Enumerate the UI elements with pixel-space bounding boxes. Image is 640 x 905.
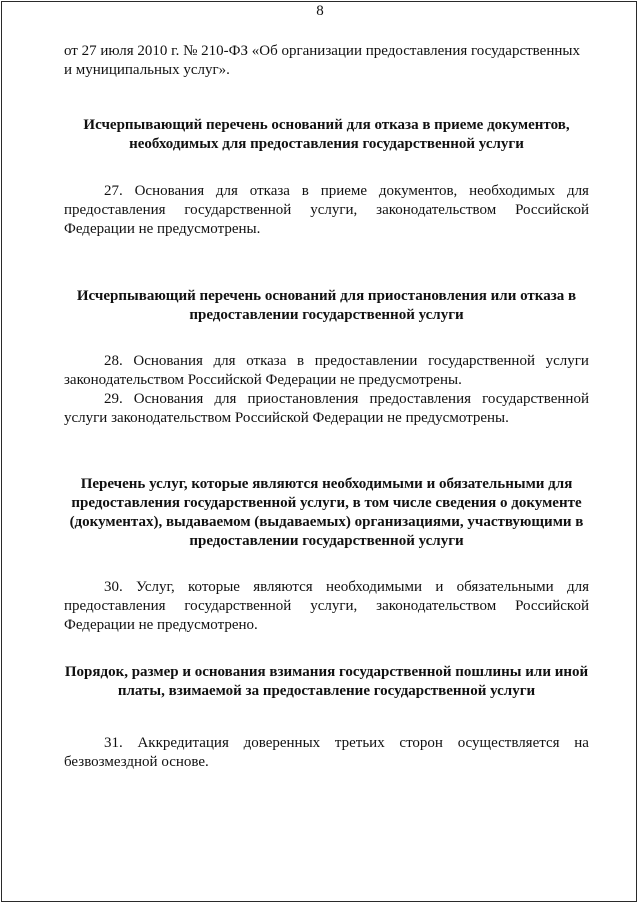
paragraph-30 xyxy=(64,578,589,635)
word: государственной xyxy=(482,391,589,407)
paragraph-27 xyxy=(64,182,589,239)
word: приеме xyxy=(320,183,368,199)
heading-line: Исчерпывающий перечень оснований для отказа в приеме документов, xyxy=(83,117,570,133)
word: 27. xyxy=(104,183,123,199)
word: Аккредитация xyxy=(137,735,229,751)
word: услуги, xyxy=(310,598,358,614)
section-heading xyxy=(64,663,589,701)
word: предоставления xyxy=(369,391,472,407)
justified-line xyxy=(64,182,589,201)
word: Российской xyxy=(515,598,589,614)
paragraph-29 xyxy=(64,390,589,428)
justified-line xyxy=(64,352,589,371)
word: третьих xyxy=(334,735,385,751)
word: для xyxy=(214,391,237,407)
section-heading xyxy=(64,475,589,551)
heading-line: предоставления государственной услуги, в том числе сведения о документе xyxy=(71,495,582,511)
word: для xyxy=(215,183,238,199)
word: отказа xyxy=(246,353,287,369)
word: в xyxy=(301,183,309,199)
word: необходимых xyxy=(469,183,556,199)
word: государственной xyxy=(428,353,535,369)
word: Основания xyxy=(133,391,204,407)
justified-line xyxy=(64,390,589,409)
intro-paragraph xyxy=(64,42,589,80)
word: Российской xyxy=(515,202,589,218)
word: для xyxy=(566,183,589,199)
word: которые xyxy=(188,579,240,595)
word: 30. xyxy=(104,579,123,595)
word: отказа xyxy=(249,183,290,199)
justified-line xyxy=(64,201,589,220)
heading-line: (документах), выдаваемом (выдаваемых) организациями, участвующими в xyxy=(69,514,584,530)
paragraph-31 xyxy=(64,734,589,772)
word: и xyxy=(435,579,444,595)
word: предоставлении xyxy=(314,353,418,369)
word: Основания xyxy=(134,183,205,199)
word: необходимыми xyxy=(326,579,423,595)
section-heading xyxy=(64,116,589,154)
word: являются xyxy=(253,579,313,595)
word: Услуг, xyxy=(136,579,175,595)
section-heading xyxy=(64,287,589,325)
word: сторон xyxy=(399,735,443,751)
heading-line: необходимых для предоставления государственной услуги xyxy=(129,136,524,152)
paragraph-28 xyxy=(64,352,589,390)
heading-line: предоставлении государственной услуги xyxy=(189,533,464,549)
paragraph-line: Федерации не предусмотрено. xyxy=(64,617,258,633)
word: приостановления xyxy=(247,391,359,407)
word: доверенных xyxy=(243,735,321,751)
heading-line: Исчерпывающий перечень оснований для приостановления или отказа в xyxy=(76,288,577,304)
word: в xyxy=(297,353,305,369)
justified-line xyxy=(64,734,589,753)
intro-line: от 27 июля 2010 г. № 210-ФЗ «Об организации предоставления государственных xyxy=(64,43,580,59)
intro-line: и муниципальных услуг». xyxy=(64,62,230,78)
paragraph-line: услуги законодательством Российской Федерации не предусмотрены. xyxy=(64,410,509,426)
word: 31. xyxy=(104,735,123,751)
word: законодательством xyxy=(376,598,497,614)
word: государственной xyxy=(184,598,292,614)
word: 28. xyxy=(104,353,123,369)
word: законодательством xyxy=(376,202,497,218)
word: государственной xyxy=(184,202,292,218)
paragraph-line: безвозмездной основе. xyxy=(64,754,209,770)
justified-line xyxy=(64,597,589,616)
word: осуществляется xyxy=(457,735,560,751)
page-number: 8 xyxy=(316,3,324,19)
word: для xyxy=(566,579,589,595)
word: Основания xyxy=(133,353,203,369)
justified-line xyxy=(64,578,589,597)
word: предоставления xyxy=(64,202,166,218)
heading-line: Порядок, размер и основания взимания государственной пошлины или иной xyxy=(64,664,589,680)
word: на xyxy=(574,735,589,751)
word: для xyxy=(213,353,236,369)
heading-line: платы, взимаемой за предоставление государственной услуги xyxy=(117,683,536,699)
word: документов, xyxy=(378,183,458,199)
word: обязательными xyxy=(456,579,554,595)
word: 29. xyxy=(104,391,123,407)
heading-line: предоставлении государственной услуги xyxy=(189,307,464,323)
word: услуги xyxy=(545,353,589,369)
heading-line: Перечень услуг, которые являются необходимыми и обязательными для xyxy=(80,476,573,492)
word: услуги, xyxy=(310,202,358,218)
paragraph-line: законодательством Российской Федерации не предусмотрены. xyxy=(64,372,462,388)
paragraph-line: Федерации не предусмотрены. xyxy=(64,221,261,237)
word: предоставления xyxy=(64,598,166,614)
